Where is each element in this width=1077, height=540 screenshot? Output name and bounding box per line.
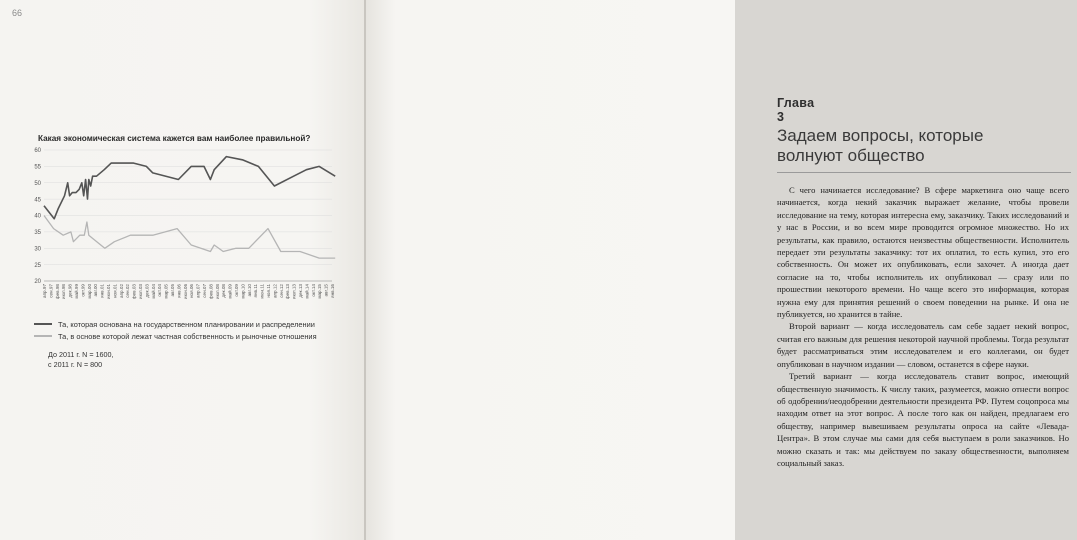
note-line: До 2011 г. N = 1600, (48, 350, 114, 359)
x-tick-label: апр.07 (195, 284, 201, 298)
legend-entry-planned (34, 318, 317, 330)
paragraph: С чего начинается исследование? В сфере маркетинга оно чаще всего начинается, когда некий заказчик выражает желание, чтобы провели исследование на тему, которая интересна ему, заказчику. Таких исследований и у нас в России, и во всем мире проводится огромное множество. Но их результаты, как правило, остаются неизвестны общественности. Исполнитель передает эти результаты заказчику: тот их оплатил, то есть купил, это его собственность. Он может их опубликовать, если захочет. А иногда дает согласие на то, чтобы исполнитель их опубликовал — сразу или по прошествии некоторого времени. Но чаще всего это информация, которая нужна ему для принятия решений о своем поведении на рынке. И она не публикуется, но хранится в тайне. (777, 185, 1069, 320)
paragraph: Второй вариант — когда исследователь сам себе задает некий вопрос, считая его важным для решения некоторой научной проблемы. Тогда результат будет рассматриваться этим исследователем и его коллегами, он будет опубликован в научном издании — словом, останется в сфере науки. (777, 321, 1069, 369)
x-tick-label: дек.08 (221, 284, 227, 298)
x-tick-label: окт.99 (80, 284, 86, 297)
chapter-title (777, 126, 1077, 166)
x-tick-label: авг.15 (323, 284, 329, 297)
y-tick-label: 40 (34, 213, 41, 220)
chart-title: Какая экономическая система кажется вам наиболее правильной? (38, 134, 311, 143)
x-tick-label: окт.09 (234, 284, 239, 297)
x-tick-label: сен.12 (278, 284, 284, 298)
x-tick-label: апр.12 (272, 284, 278, 298)
page-number: 66 (12, 8, 23, 18)
x-tick-label: фев.98 (54, 284, 60, 300)
x-tick-label: июл.03 (138, 284, 143, 299)
y-tick-label: 50 (34, 180, 41, 187)
paragraph: Третий вариант — когда исследователь ставит вопрос, имеющий общественную значимость. К числу таких, разумеется, можно отнести вопрос об одобрении/неодобрении деятельности президента РФ. Путем соцопроса мы находим ответ на этот вопрос. А после того как он найден, предлагаем его обществу, например вывешиваем результаты опроса на сайте «Левада-Центра». В этом случае мы сами для себя выступаем в роли заказчиков. Но можно сказать и так: мы действуем по заказу общественности, выполняем социальный заказ. (777, 371, 1069, 468)
x-tick-label: мар.10 (240, 284, 246, 299)
chart-legend (34, 318, 317, 342)
y-axis-ticks (34, 148, 41, 285)
x-tick-label: июн.01 (106, 284, 111, 299)
x-tick-label: май.09 (227, 284, 233, 299)
x-tick-label: янв.06 (176, 284, 182, 298)
x-tick-label: сен.02 (125, 284, 131, 298)
sample-size-note (48, 350, 114, 370)
x-tick-label: апр.97 (42, 284, 47, 298)
x-tick-label: окт.14 (310, 284, 316, 297)
x-tick-label: ноя.11 (266, 284, 271, 298)
chapter-title-line: волнуют общество (777, 146, 925, 165)
x-tick-label: май.14 (304, 284, 310, 299)
x-tick-label: мар.00 (86, 284, 92, 299)
x-tick-label: апр.02 (118, 284, 124, 298)
x-tick-label: янв.01 (99, 284, 105, 298)
legend-label: Та, которая основана на государственном планировании и распределении (58, 319, 315, 329)
legend-swatch-dark (34, 323, 52, 326)
x-tick-label: дек.98 (67, 284, 73, 298)
x-tick-label: авг.00 (93, 284, 99, 297)
y-tick-label: 35 (34, 230, 41, 237)
x-tick-label: июл.08 (214, 284, 220, 299)
chapter-divider (777, 172, 1071, 173)
y-tick-label: 55 (34, 164, 41, 171)
x-tick-label: июн.11 (259, 284, 265, 299)
x-tick-label: май.04 (150, 284, 156, 299)
legend-swatch-light (34, 335, 52, 337)
x-tick-label: ноя.06 (189, 284, 195, 298)
x-tick-label: фев.13 (285, 284, 291, 300)
body-text (777, 184, 1069, 469)
chapter-title-line: Задаем вопросы, которые (777, 126, 984, 145)
x-tick-label: сен.97 (48, 284, 54, 298)
series-line-planned (44, 157, 335, 219)
x-tick-label: мар.15 (317, 284, 323, 299)
y-tick-label: 60 (34, 148, 41, 155)
x-tick-label: окт.04 (157, 284, 163, 297)
note-line: с 2011 г. N = 800 (48, 360, 103, 369)
x-tick-label: янв.16 (330, 284, 335, 298)
x-axis-ticks (42, 284, 335, 300)
legend-label: Та, в основе которой лежат частная собственность и рыночные отношения (58, 331, 317, 341)
x-tick-label: фев.03 (131, 284, 137, 300)
x-tick-label: янв.11 (253, 284, 259, 298)
series-line-market (44, 216, 335, 259)
x-tick-label: авг.10 (246, 284, 252, 297)
x-tick-label: июн.06 (182, 284, 188, 299)
y-tick-label: 45 (34, 197, 41, 204)
x-tick-label: июл.13 (291, 284, 297, 299)
legend-entry-market (34, 330, 317, 342)
y-tick-label: 30 (34, 246, 41, 253)
x-tick-label: авг.05 (170, 284, 175, 297)
left-page (0, 0, 364, 540)
x-tick-label: фев.08 (208, 284, 214, 300)
x-tick-label: мар.05 (163, 284, 169, 299)
y-tick-label: 25 (34, 262, 41, 269)
right-page (366, 0, 1069, 540)
x-tick-label: дек.13 (298, 284, 303, 298)
line-chart (26, 144, 346, 314)
x-tick-label: сен.07 (202, 284, 207, 298)
x-tick-label: июл.98 (61, 284, 67, 299)
y-tick-label: 20 (34, 279, 41, 286)
chapter-label: Глава 3 (777, 96, 815, 124)
x-tick-label: май.99 (74, 284, 79, 299)
x-tick-label: дек.03 (144, 284, 150, 298)
x-tick-label: ноя.01 (112, 284, 118, 298)
chart-series (44, 157, 335, 259)
